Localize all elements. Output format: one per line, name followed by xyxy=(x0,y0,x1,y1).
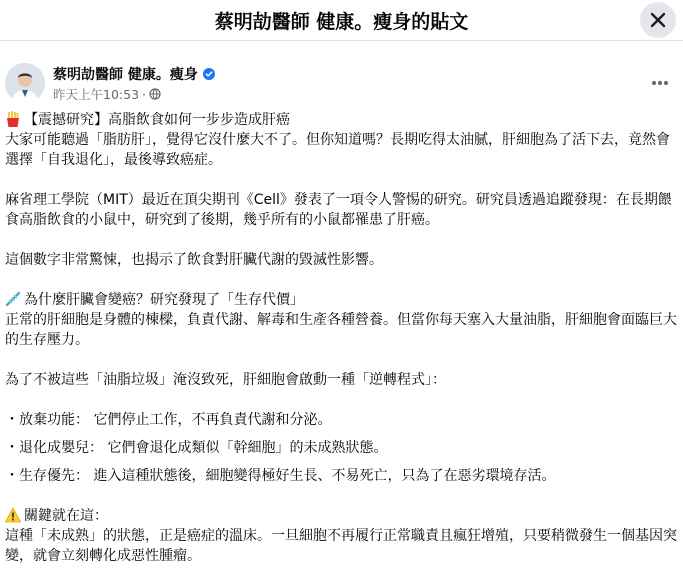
paragraph-mit-study: 麻省理工學院（MIT）最近在頂尖期刊《Cell》發表了一項令人警惕的研究。研究員透過追蹤發現：在長期餵食高脂飲食的小鼠中，研究到了後期，幾乎所有的小鼠都罹患了肝癌。 xyxy=(5,192,672,228)
close-icon xyxy=(649,11,667,29)
post-headline xyxy=(5,110,681,130)
paragraph-statement: 這個數字非常驚悚，也揭示了飲食對肝臟代謝的毀滅性影響。 xyxy=(5,252,383,268)
author-line xyxy=(53,64,215,84)
avatar[interactable] xyxy=(5,63,45,103)
verified-badge-icon xyxy=(203,68,215,80)
bullet-item: ・退化成嬰兒： 它們會退化成類似「幹細胞」的未成熟狀態。 xyxy=(5,440,388,456)
section-heading-cost xyxy=(5,290,681,310)
key-point-heading-text: 關鍵就在這： xyxy=(24,508,108,524)
french-fries-icon xyxy=(5,111,21,127)
bullet-item: ・放棄功能： 它們停止工作，不再負責代謝和分泌。 xyxy=(5,412,332,428)
warning-icon xyxy=(5,507,21,523)
dialog-title: 蔡明劼醫師 健康。瘦身的貼文 xyxy=(214,10,469,33)
author-name[interactable]: 蔡明劼醫師 健康。瘦身 xyxy=(53,67,198,83)
paragraph-intro: 大家可能聽過「脂肪肝」，覺得它沒什麼大不了。但你知道嗎？長期吃得太油膩，肝細胞為了活下去，竟然會選擇「自我退化」，最後導致癌症。 xyxy=(5,132,670,168)
headline-text: 【震撼研究】高脂飲食如何一步步造成肝癌 xyxy=(24,112,290,128)
dialog-header xyxy=(0,0,683,41)
key-point-heading xyxy=(5,506,681,526)
more-horizontal-icon xyxy=(651,80,669,86)
post-header xyxy=(5,60,678,106)
globe-icon[interactable] xyxy=(149,88,161,100)
meta-separator: · xyxy=(142,86,147,102)
close-button[interactable] xyxy=(640,2,676,38)
more-options-button[interactable] xyxy=(645,68,675,98)
post-body xyxy=(5,110,681,566)
paragraph-conclusion: 這種「未成熟」的狀態，正是癌症的溫床。一旦細胞不再履行正常職責且瘋狂增殖，只要稍微發生一個基因突變，就會立刻轉化成惡性腫瘤。 xyxy=(5,528,677,564)
section-heading-text: 為什麼肝臟會變癌？研究發現了「生存代價」 xyxy=(24,292,304,308)
post-meta xyxy=(53,85,161,103)
dna-icon xyxy=(5,291,21,307)
paragraph-normal-cells: 正常的肝細胞是身體的棟樑，負責代謝、解毒和生產各種營養。但當你每天塞入大量油脂，肝細胞會面臨巨大的生存壓力。 xyxy=(5,312,677,348)
paragraph-reverse-program: 為了不被這些「油脂垃圾」淹沒致死，肝細胞會啟動一種「逆轉程式」： xyxy=(5,372,446,388)
avatar-image xyxy=(5,63,45,103)
post-timestamp[interactable]: 昨天上午10:53 xyxy=(53,87,140,102)
bullet-item: ・生存優先： 進入這種狀態後，細胞變得極好生長、不易死亡，只為了在惡劣環境存活。 xyxy=(5,468,556,484)
